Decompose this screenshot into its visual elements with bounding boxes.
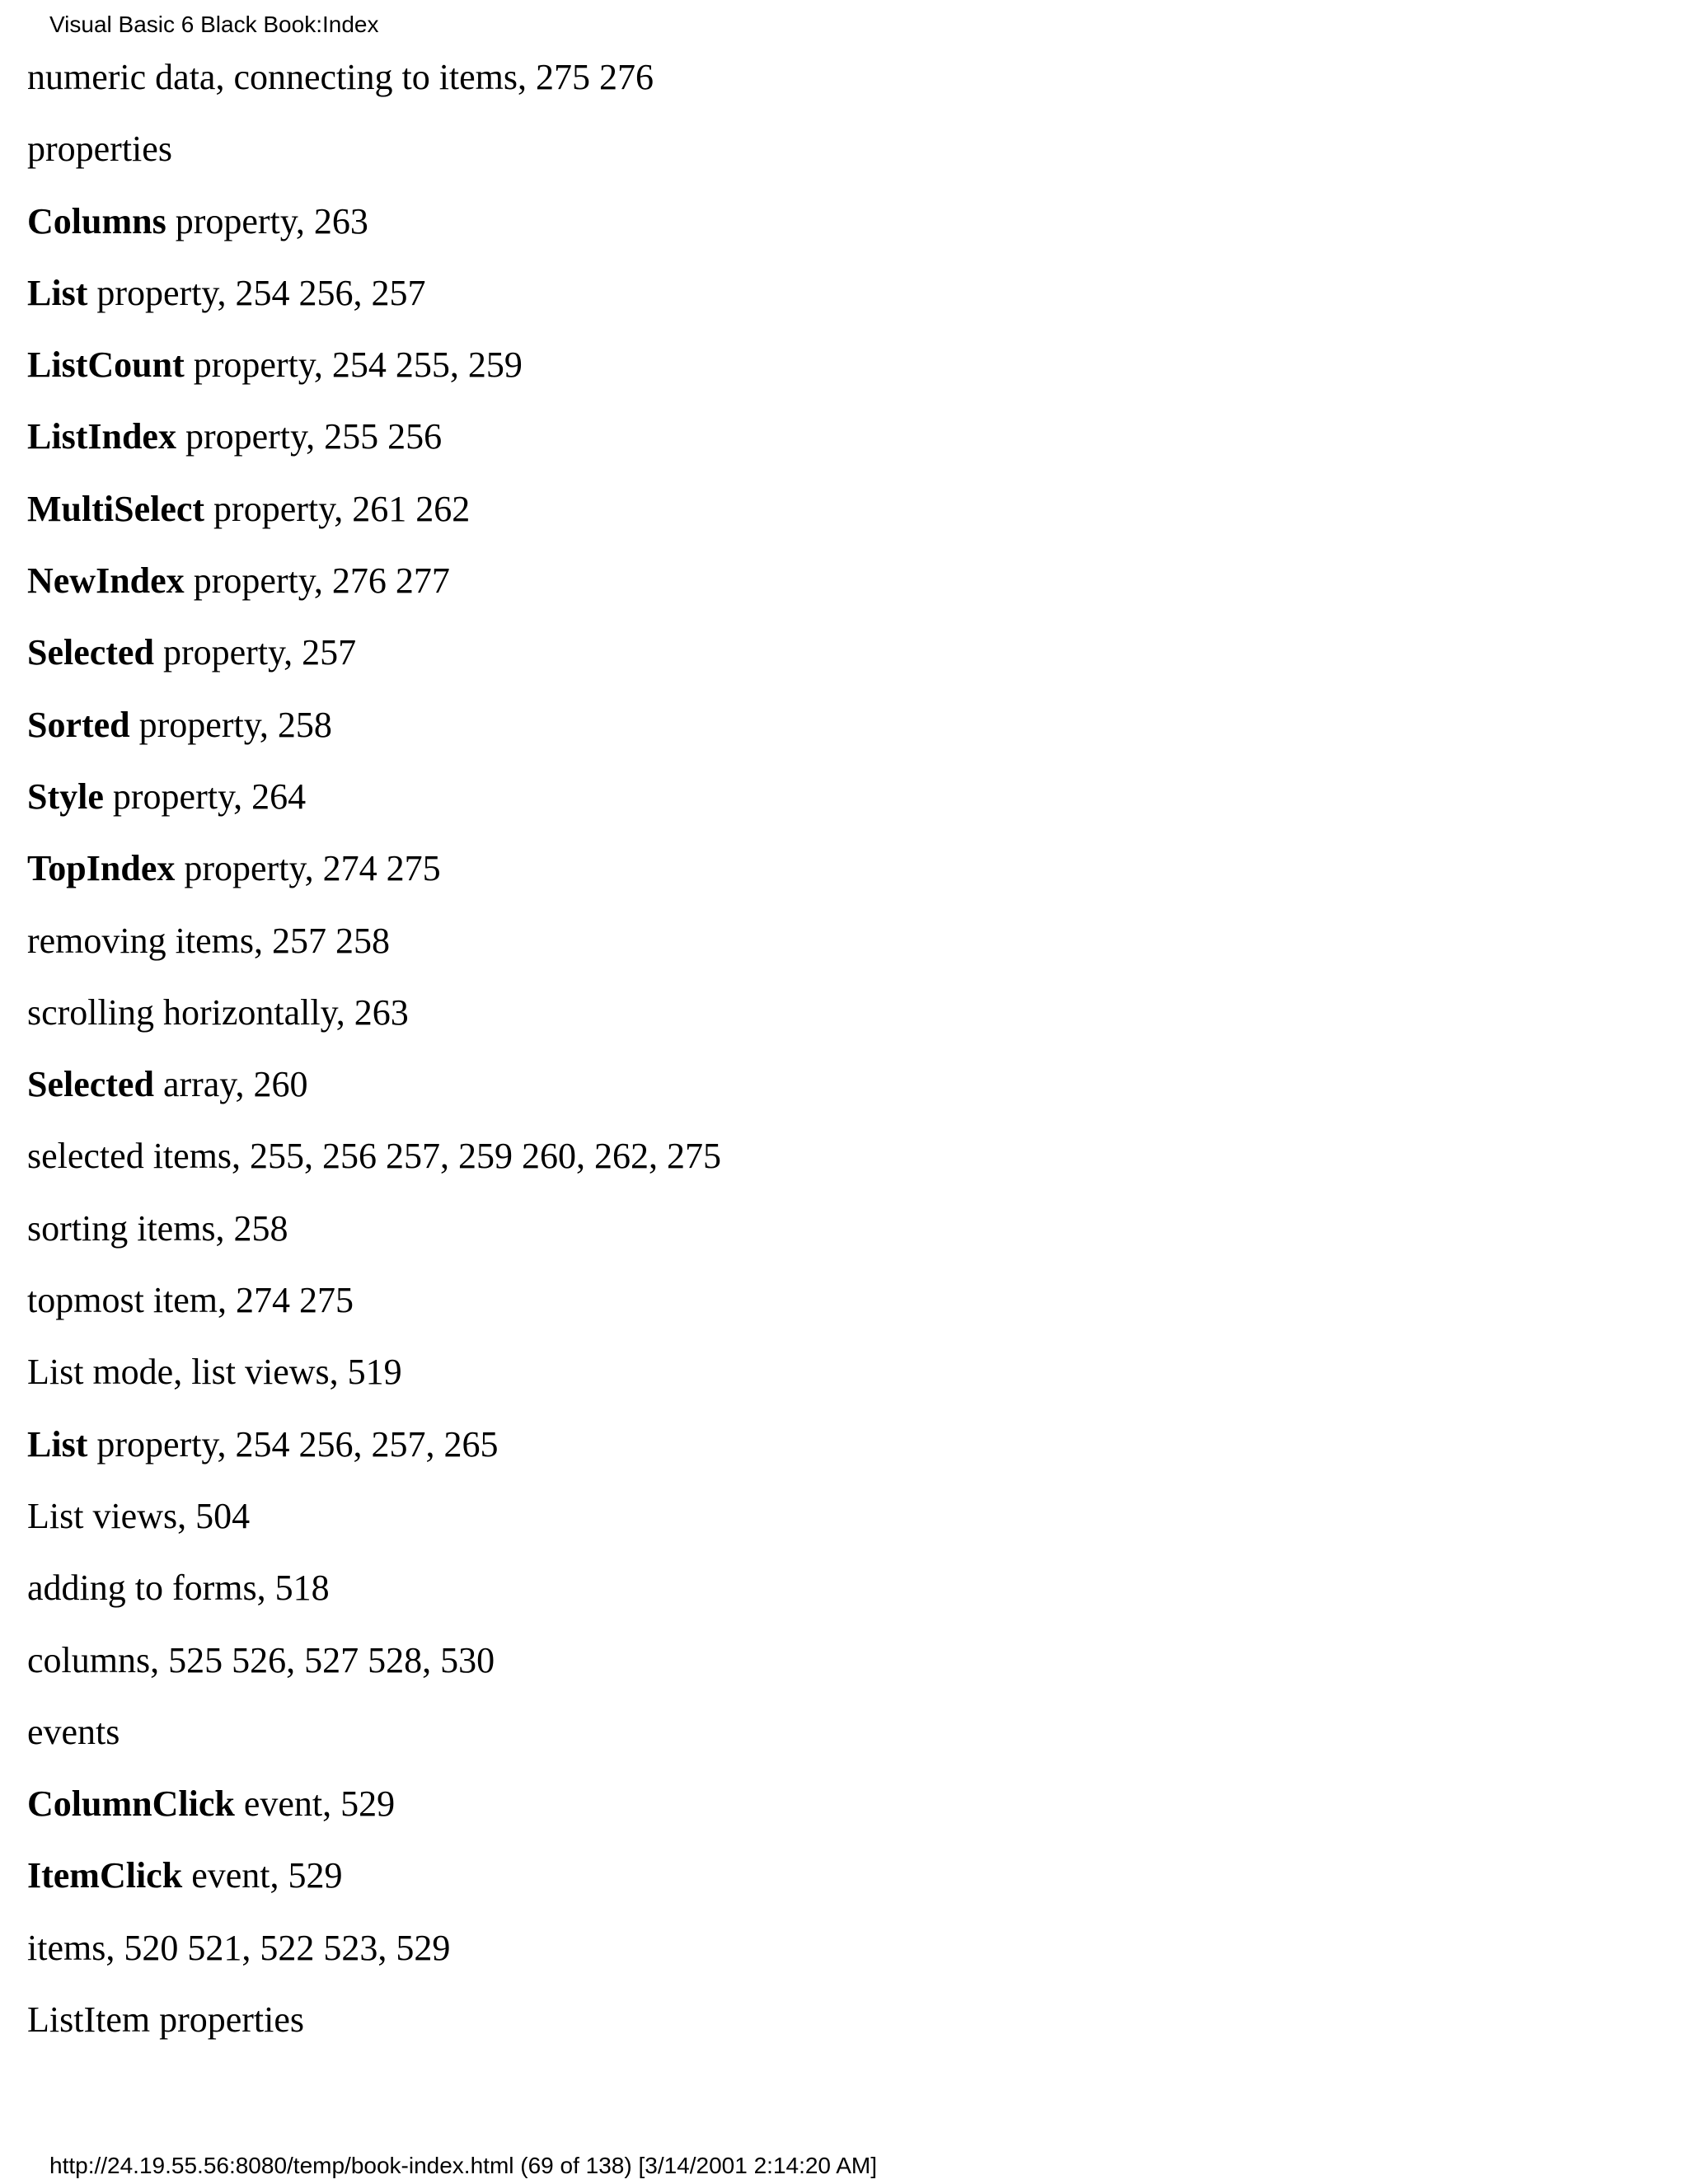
index-entry-text: array, 260 xyxy=(153,1064,308,1105)
index-term: Columns xyxy=(27,200,166,241)
index-entry xyxy=(27,545,721,616)
index-entry-text: events xyxy=(27,1711,120,1752)
page-header: Visual Basic 6 Black Book:Index xyxy=(49,12,379,37)
index-entry xyxy=(27,473,721,545)
index-entry-text: properties xyxy=(27,129,172,170)
index-entry xyxy=(27,1912,721,1984)
index-term: ItemClick xyxy=(27,1855,183,1896)
index-entry-text: property, 276 277 xyxy=(184,560,450,602)
index-entry xyxy=(27,41,721,113)
index-entry-text: property, 257 xyxy=(153,632,357,673)
index-term: Selected xyxy=(27,632,154,673)
index-entry xyxy=(27,1984,721,2055)
index-entry xyxy=(27,977,721,1048)
index-entry xyxy=(27,257,721,329)
index-entry-text: property, 261 262 xyxy=(204,488,471,529)
index-term: ListCount xyxy=(27,344,185,386)
index-entry-text: property, 255 256 xyxy=(176,416,443,457)
index-entry xyxy=(27,1264,721,1336)
index-entry xyxy=(27,1336,721,1408)
index-entry-text: property, 254 255, 259 xyxy=(184,344,523,386)
index-entry xyxy=(27,1480,721,1552)
index-entry-text: removing items, 257 258 xyxy=(27,920,390,961)
index-term: List xyxy=(27,1423,88,1465)
index-entry-text: property, 254 256, 257 xyxy=(87,272,426,313)
index-entry-text: selected items, 255, 256 257, 259 260, 262, 275 xyxy=(27,1136,722,1177)
index-entry-text: property, 263 xyxy=(166,200,368,241)
index-entry-text: event, 529 xyxy=(182,1855,343,1896)
index-term: MultiSelect xyxy=(27,488,205,529)
index-entry-text: sorting items, 258 xyxy=(27,1207,288,1249)
index-entry xyxy=(27,401,721,472)
index-entry xyxy=(27,1048,721,1120)
index-entry-text: numeric data, connecting to items, 275 276 xyxy=(27,57,654,97)
index-entry xyxy=(27,832,721,904)
index-term: Selected xyxy=(27,1064,154,1105)
index-entry xyxy=(27,1624,721,1696)
index-term: List xyxy=(27,272,88,313)
index-list xyxy=(27,41,721,2055)
index-entry xyxy=(27,113,721,185)
index-entry xyxy=(27,1193,721,1264)
index-entry-text: property, 264 xyxy=(103,776,307,817)
index-entry xyxy=(27,329,721,401)
index-entry xyxy=(27,1120,721,1192)
index-entry-text: property, 274 275 xyxy=(175,848,441,889)
index-entry-text: List mode, list views, 519 xyxy=(27,1352,402,1393)
index-entry xyxy=(27,689,721,761)
index-entry-text: property, 258 xyxy=(129,704,332,745)
index-entry xyxy=(27,1768,721,1840)
index-term: Sorted xyxy=(27,704,130,745)
index-entry-text: scrolling horizontally, 263 xyxy=(27,991,409,1033)
index-entry xyxy=(27,185,721,257)
index-entry-text: property, 254 256, 257, 265 xyxy=(87,1423,499,1465)
index-term: ListIndex xyxy=(27,416,176,457)
index-entry-text: ListItem properties xyxy=(27,1999,305,2041)
index-term: ColumnClick xyxy=(27,1783,235,1825)
page-footer-url: http://24.19.55.56:8080/temp/book-index.html (69 of 138) [3/14/2001 2:14:20 AM] xyxy=(49,2153,878,2178)
index-entry-text: List views, 504 xyxy=(27,1495,251,1536)
index-entry xyxy=(27,905,721,977)
index-entry xyxy=(27,1696,721,1768)
index-entry xyxy=(27,616,721,688)
index-entry xyxy=(27,1840,721,1911)
index-entry-text: topmost item, 274 275 xyxy=(27,1280,354,1321)
index-term: NewIndex xyxy=(27,560,185,602)
index-entry-text: columns, 525 526, 527 528, 530 xyxy=(27,1639,495,1680)
index-term: Style xyxy=(27,776,104,817)
index-entry-text: adding to forms, 518 xyxy=(27,1568,330,1609)
index-entry xyxy=(27,1408,721,1480)
index-entry xyxy=(27,761,721,832)
index-entry xyxy=(27,1552,721,1624)
index-entry-text: event, 529 xyxy=(234,1783,396,1825)
index-term: TopIndex xyxy=(27,848,176,889)
index-entry-text: items, 520 521, 522 523, 529 xyxy=(27,1927,451,1968)
